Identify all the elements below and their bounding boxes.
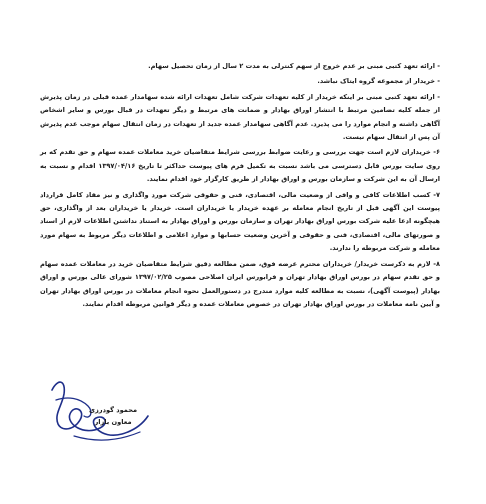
paragraph-obligations-commitment: - ارائه تعهد کتبی مبنی بر اینکه خریدار از کلیه تعهدات شرکت شامل تعهدات ارائه شده سهامدار عمده قبلی در زمان پذیرش از جمله کلیه تضامین مرتبط با انتشار اوراق بهادار و ضمانت های مرتبط و دیگر تعهدات در قبال بورس و سایر اشخاص آگاهی داشته و انجام موارد را می پذیرد. عدم آگاهی سهامدار عمده جدید از تعهدات در زمان انتقال سهام موجب عدم پذیرش آن پس از انتقال سهام نیست.	[40, 92, 440, 142]
document-body	[40, 60, 440, 313]
signatory-title: معاون بازار	[94, 418, 132, 426]
signature-block	[44, 370, 154, 450]
paragraph-share-lock-commitment: - ارائه تعهد کتبی مبنی بر عدم خروج از سهم کنترلی به مدت ۲ سال از زمان تحصیل سهام.	[148, 62, 440, 70]
paragraph-group-exclusion: - خریدار از مجموعه گروه ایتاک نباشد.	[317, 77, 440, 86]
signatory-name: محمود گودرزی	[88, 406, 138, 414]
paragraph-item-8-regulations: ۸- لازم به ذکرست خریدار/ خریداران محترم عرضه فوق، ضمن مطالعه دقیق شرایط متقاضیان خرید در معاملات عمده سهام و حق تقدم سهام در بورس اوراق بهادار تهران و فرابورس ایران اصلاحی مصوب ۱۳۹۷/۰۲/۲۵ شورای عالی بورس و اوراق بهادار (پیوست آگهی)، نسبت به مطالعه کلیه موارد مندرج در دستورالعمل نحوه انجام معاملات در بورس اوراق بهادار تهران و آیین نامه معاملات در بورس اوراق بهادار تهران در خصوص معاملات عمده و دیگر قوانین مربوطه اقدام نمایند.	[40, 259, 440, 308]
paragraph-item-6-forms: ۶- خریداران لازم است جهت بررسی و رعایت ضوابط بررسی شرایط متقاضیان خرید معاملات عمده سهام و حق تقدم که بر روی سایت بورس قابل دسترسی می باشد نسبت به تکمیل فرم های پیوست حداکثر تا تاریخ ۱۳۹۷/۰۴/۱۶ اقدام و نسبت به ارسال آن به این شرکت و سازمان بورس و اوراق بهادار از طریق کارگزار خود اقدام نمایند.	[40, 148, 441, 184]
paragraph-item-7-information: ۷- کسب اطلاعات کافی و وافی از وضعیت مالی، اقتصادی، فنی و حقوقی شرکت مورد واگذاری و نیز مفاد کامل قرارداد پیوست این آگهی قبل از تاریخ انجام معامله بر عهده خریدار یا خریداران است. خریدار یا خریداران بعد از واگذاری، حق هیچگونه ادعا علیه شرکت بورس اوراق بهادار تهران و سازمان بورس و اوراق بهادار به استناد نداشتن اطلاعات لازم از اسناد و صورتهای مالی، اقتصادی، فنی و حقوقی و آخرین وضعیت حسابها و موارد اعلامی و اطلاعات دیگر مربوط به سهام مورد معامله و شرکت مربوطه را ندارند.	[40, 190, 440, 253]
